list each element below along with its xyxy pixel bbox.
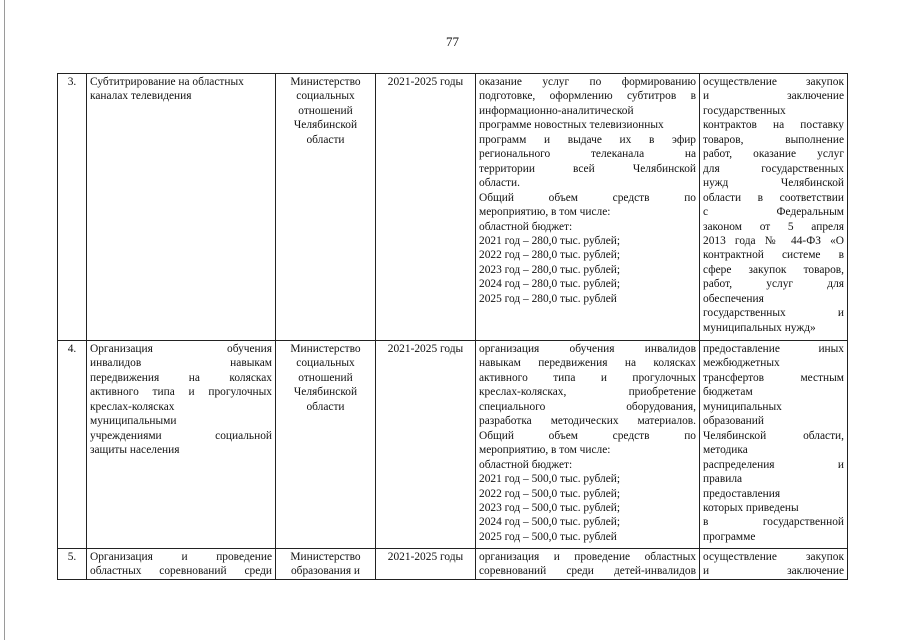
cell-text-line: образования и xyxy=(290,565,361,578)
cell-text-line: Организация обучения xyxy=(90,343,272,355)
cell-text-line: предоставление иных xyxy=(703,343,844,355)
cell-text-line: Челябинской xyxy=(293,386,358,399)
row-number: 5. xyxy=(58,549,87,580)
implementation-mechanism xyxy=(700,341,848,549)
cell-text-line: и заключение xyxy=(703,90,844,103)
cell-text-line: оказание услуг по формированию xyxy=(479,76,696,88)
row-number: 4. xyxy=(58,341,87,549)
implementation-term: 2021-2025 годы xyxy=(376,341,476,549)
cell-text-line: 2022 год – 500,0 тыс. рублей; xyxy=(479,487,621,500)
cell-text-line: активного типа и прогулочных xyxy=(90,386,272,399)
table-row xyxy=(58,549,848,580)
measure-description xyxy=(476,341,700,549)
cell-text-line: областной бюджет: xyxy=(479,458,573,471)
cell-text-line: передвижения на колясках xyxy=(90,371,272,384)
cell-text-line: и заключение xyxy=(703,565,844,578)
table-row xyxy=(58,74,848,341)
page-number: 77 xyxy=(446,34,459,49)
cell-text-line: контрактной системе в xyxy=(703,249,844,262)
cell-text-line: информационно-аналитической xyxy=(479,104,634,117)
cell-text-line: областной бюджет: xyxy=(479,220,573,233)
cell-text-line: товаров, выполнение xyxy=(703,133,844,146)
cell-text-line: навыкам передвижения на колясках xyxy=(479,357,696,370)
cell-text-line: Общий объем средств по xyxy=(479,429,696,442)
cell-text-line: государственных xyxy=(703,104,786,117)
cell-text-line: разработка методических материалов. xyxy=(479,415,696,428)
cell-text-line: муниципальных xyxy=(703,400,782,413)
cell-text-line: сфере закупок товаров, xyxy=(703,263,844,276)
cell-text-line: законом от 5 апреля xyxy=(703,220,844,233)
cell-text-line: области в соответствии xyxy=(703,191,844,204)
cell-text-line: межбюджетных xyxy=(703,357,780,370)
cell-text-line: креслах-колясках xyxy=(90,400,175,413)
cell-text-line: соревнований среди детей-инвалидов xyxy=(479,565,696,578)
cell-text-line: образований xyxy=(703,415,764,428)
cell-text-line: государственных и xyxy=(703,307,844,320)
cell-text-line: работ, оказание услуг xyxy=(703,148,844,161)
cell-text-line: 2022 год – 280,0 тыс. рублей; xyxy=(479,249,621,262)
cell-text-line: социальных xyxy=(296,90,355,103)
table-row xyxy=(58,341,848,549)
cell-text-line: Министерство xyxy=(290,76,361,88)
cell-text-line: мероприятию, в том числе: xyxy=(479,206,611,219)
measure-name xyxy=(87,549,276,580)
cell-text-line: 2024 год – 500,0 тыс. рублей; xyxy=(479,516,621,529)
cell-text-line: работ, услуг для xyxy=(703,278,844,291)
cell-text-line: методика xyxy=(703,444,748,457)
cell-text-line: программе xyxy=(703,530,756,543)
cell-text-line: распределения и xyxy=(703,458,844,471)
cell-text-line: области xyxy=(306,400,345,413)
cell-text-line: регионального телеканала на xyxy=(479,148,696,161)
cell-text-line: Субтитрирование на областных xyxy=(90,76,244,88)
responsible-executor xyxy=(276,549,376,580)
cell-text-line: с Федеральным xyxy=(703,206,844,219)
measure-name xyxy=(87,74,276,341)
implementation-mechanism xyxy=(700,549,848,580)
implementation-term: 2021-2025 годы xyxy=(376,74,476,341)
cell-text-line: муниципальных нужд» xyxy=(703,321,816,334)
cell-text-line: Челябинской области, xyxy=(703,429,844,442)
cell-text-line: активного типа и прогулочных xyxy=(479,371,696,384)
cell-text-line: программе новостных телевизионных xyxy=(479,119,664,132)
cell-text-line: 2021 год – 500,0 тыс. рублей; xyxy=(479,473,621,486)
measure-name xyxy=(87,341,276,549)
responsible-executor xyxy=(276,341,376,549)
cell-text-line: 2024 год – 280,0 тыс. рублей; xyxy=(479,278,621,291)
cell-text-line: мероприятию, в том числе: xyxy=(479,444,611,457)
cell-text-line: 2021 год – 280,0 тыс. рублей; xyxy=(479,234,621,247)
cell-text-line: бюджетам xyxy=(703,386,753,399)
cell-text-line: организация и проведение областных xyxy=(479,551,696,563)
cell-text-line: в государственной xyxy=(703,516,844,529)
responsible-executor xyxy=(276,74,376,341)
cell-text-line: осуществление закупок xyxy=(703,76,844,88)
cell-text-line: которых приведены xyxy=(703,501,799,514)
cell-text-line: учреждениями социальной xyxy=(90,429,272,442)
measure-description xyxy=(476,74,700,341)
cell-text-line: отношений xyxy=(298,371,353,384)
cell-text-line: осуществление закупок xyxy=(703,551,844,563)
cell-text-line: организация обучения инвалидов xyxy=(479,343,696,355)
cell-text-line: социальных xyxy=(296,357,355,370)
measure-description xyxy=(476,549,700,580)
cell-text-line: каналах телевидения xyxy=(90,90,192,103)
cell-text-line: муниципальными xyxy=(90,415,177,428)
cell-text-line: области xyxy=(306,133,345,146)
cell-text-line: креслах-колясках, приобретение xyxy=(479,386,696,399)
cell-text-line: программ и выдаче их в эфир xyxy=(479,133,696,146)
cell-text-line: отношений xyxy=(298,104,353,117)
cell-text-line: 2023 год – 500,0 тыс. рублей; xyxy=(479,501,621,514)
cell-text-line: Общий объем средств по xyxy=(479,191,696,204)
cell-text-line: защиты населения xyxy=(90,444,180,457)
cell-text-line: Министерство xyxy=(290,343,361,355)
cell-text-line: 2013 года № 44-ФЗ «О xyxy=(703,234,844,247)
cell-text-line: Челябинской xyxy=(293,119,358,132)
cell-text-line: 2025 год – 500,0 тыс. рублей xyxy=(479,530,617,543)
cell-text-line: области. xyxy=(479,177,520,190)
cell-text-line: контрактов на поставку xyxy=(703,119,844,132)
cell-text-line: инвалидов навыкам xyxy=(90,357,272,370)
row-number: 3. xyxy=(58,74,87,341)
cell-text-line: специального оборудования, xyxy=(479,400,696,413)
cell-text-line: нужд Челябинской xyxy=(703,177,844,190)
cell-text-line: территории всей Челябинской xyxy=(479,162,696,175)
cell-text-line: Министерство xyxy=(290,551,361,563)
cell-text-line: Организация и проведение xyxy=(90,551,272,563)
cell-text-line: трансфертов местным xyxy=(703,371,844,384)
implementation-term: 2021-2025 годы xyxy=(376,549,476,580)
cell-text-line: 2025 год – 280,0 тыс. рублей xyxy=(479,292,617,305)
cell-text-line: правила xyxy=(703,473,743,486)
measures-table xyxy=(57,73,848,580)
page-left-edge xyxy=(4,0,5,640)
cell-text-line: подготовке, оформлению субтитров в xyxy=(479,90,696,103)
cell-text-line: обеспечения xyxy=(703,292,764,305)
cell-text-line: 2023 год – 280,0 тыс. рублей; xyxy=(479,263,621,276)
cell-text-line: предоставления xyxy=(703,487,781,500)
implementation-mechanism xyxy=(700,74,848,341)
cell-text-line: для государственных xyxy=(703,162,844,175)
cell-text-line: областных соревнований среди xyxy=(90,565,272,578)
